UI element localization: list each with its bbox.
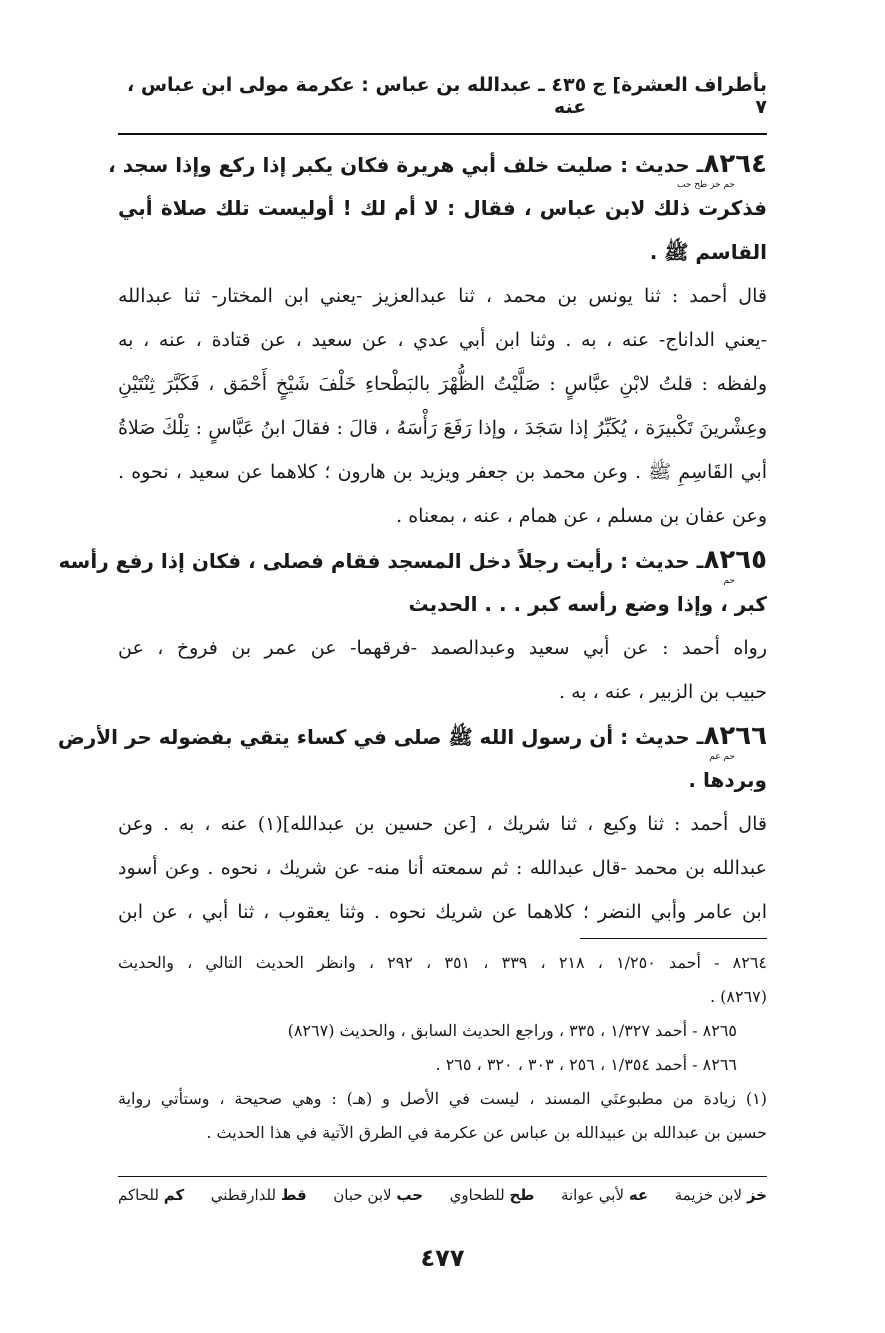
isnad-line: حبيب بن الزبير ، عنه ، به . [559,681,767,703]
legend-rule [118,1176,767,1177]
legend-text: لابن خزيمة [674,1186,743,1204]
hadith-number: ٨٢٦٥ [703,545,767,575]
hadith-number: ٨٢٦٦ [703,721,767,751]
source-symbols: حم عم [709,752,735,762]
hadith-text: ـ حديث : رأيت رجلاً دخل المسجد فقام فصلى ، فكان إذا رفع رأسه [58,549,704,573]
page-number: ٤٧٧ [420,1244,465,1272]
hadith-text: فذكرت ذلك لابن عباس ، فقال : لا أم لك ! أوليست تلك صلاة أبي [118,196,767,220]
legend-abbr: خز [746,1186,767,1204]
hadith-number: ٨٢٦٤ [703,149,767,179]
hadith-text: كبر ، وإذا وضع رأسه كبر . . . الحديث [408,592,767,616]
footnote-line: ٨٢٦٥ - أحمد ١/٣٢٧ ، ٣٣٥ ، وراجع الحديث السابق ، والحديث (٨٢٦٧) [287,1021,737,1040]
header-rule [118,133,767,135]
legend-item [333,1186,423,1204]
legend-item [561,1186,648,1204]
isnad-line: عبدالله بن محمد -قال عبدالله : ثم سمعته أنا منه- عن شريك ، نحوه . وعن أسود [118,857,767,879]
hadith-text: وبردها . [688,768,767,792]
footnotes [118,946,767,1150]
legend-text: للطحاوي [449,1186,505,1204]
running-header [120,74,767,118]
hadith-text-line [118,752,767,802]
main-text [57,142,767,934]
legend-item [450,1186,535,1204]
isnad-line: ولفظه : قلتُ لابْنِ عبَّاسٍ : صَلَّيْتُ الظُّهْرَ بالبَطْحاءِ خَلْفَ شَيْخٍ أَحْمَق ، فَكَبَّرَ ثِنْتَيْنِ [118,373,767,395]
legend-item [211,1186,307,1204]
isnad-line: أبي القَاسِمِ ﷺ . وعن محمد بن جعفر ويزيد بن هارون ؛ كلاهما عن سعيد ، نحوه . [118,461,767,483]
footnote-line: (٨٢٦٧) . [709,987,767,1006]
footnote-rule [580,938,767,939]
legend-abbr: قط [280,1186,307,1204]
legend-abbr: كم [163,1186,185,1204]
hadith-heading-line [57,714,767,758]
source-symbols: حم [723,576,735,586]
legend-item [118,1186,184,1204]
abbreviation-legend [118,1186,767,1204]
hadith-heading-line [58,538,767,582]
hadith-text-line [118,576,767,626]
legend-text: لأبي عوانة [560,1186,625,1204]
hadith-text: القاسم ﷺ . [649,240,767,264]
footnote-line: ٨٢٦٤ - أحمد ١/٢٥٠ ، ٢١٨ ، ٣٣٩ ، ٣٥١ ، ٢٩٢ ، وانظر الحديث التالي ، والحديث [118,953,768,972]
legend-text: للدارقطني [210,1186,277,1204]
header-volume: بأطراف العشرة] ج ٧ [592,74,767,118]
hadith-text: ـ حديث : صليت خلف أبي هريرة فكان يكبر إذا ركع وإذا سجد ، [108,153,704,177]
isnad-line: قال أحمد : ثنا وكيع ، ثنا شريك ، [عن حسين بن عبدالله](١) عنه ، به . وعن [118,813,767,835]
isnad-line: ابن عامر وأبي النضر ؛ كلاهما عن شريك نحوه . وثنا يعقوب ، ثنا أبي ، عن ابن [118,901,767,923]
footnote-line: حسين بن عبدالله بن عبيدالله بن عباس عن عكرمة في الطرق الآتية في هذا الحديث . [206,1123,767,1142]
hadith-text: ـ حديث : أن رسول الله ﷺ صلى في كساء يتقي بفضوله حر الأرض [57,725,704,749]
isnad-line: رواه أحمد : عن أبي سعيد وعبدالصمد -فرقهما- عن عمر بن فروخ ، عن [118,637,767,659]
legend-text: للحاكم [118,1186,159,1204]
legend-abbr: طح [509,1186,535,1204]
isnad-line: قال أحمد : ثنا يونس بن محمد ، ثنا عبدالعزيز -يعني ابن المختار- ثنا عبدالله [118,285,767,307]
hadith-text-line [118,230,767,274]
isnad-line: وعن عفان بن مسلم ، عن همام ، عنه ، بمعناه . [396,505,767,527]
legend-text: لابن حبان [333,1186,392,1204]
isnad-line: وعِشْرينَ تَكْبيرَة ، يُكَبِّرُ إذا سَجَدَ ، وإذا رَفَعَ رَأْسَهُ ، قالَ : فقالَ ابنُ عَبَّاسٍ : تِلْكَ صَلاةُ [118,417,767,439]
legend-item [675,1186,767,1204]
isnad-line: -يعني الداناج- عنه ، به . وثنا ابن أبي عدي ، عن سعيد ، عن قتادة ، عنه ، به [118,329,767,351]
legend-abbr: عه [628,1186,649,1204]
footnote-line: ٨٢٦٦ - أحمد ١/٣٥٤ ، ٢٥٦ ، ٣٠٣ ، ٣٢٠ ، ٢٦٥ . [435,1055,737,1074]
hadith-heading-line [108,142,767,186]
header-chapter: ٤٣٥ ـ عبدالله بن عباس : عكرمة مولى ابن عباس ، عنه [127,74,587,118]
legend-abbr: حب [396,1186,424,1204]
source-symbols: حم خز طح حب [676,180,735,190]
hadith-text-line [118,180,767,230]
footnote-line: (١) زيادة من مطبوعتَي المسند ، ليست في الأصل و (هـ) : وهي صحيحة ، وستأتي رواية [118,1089,767,1108]
